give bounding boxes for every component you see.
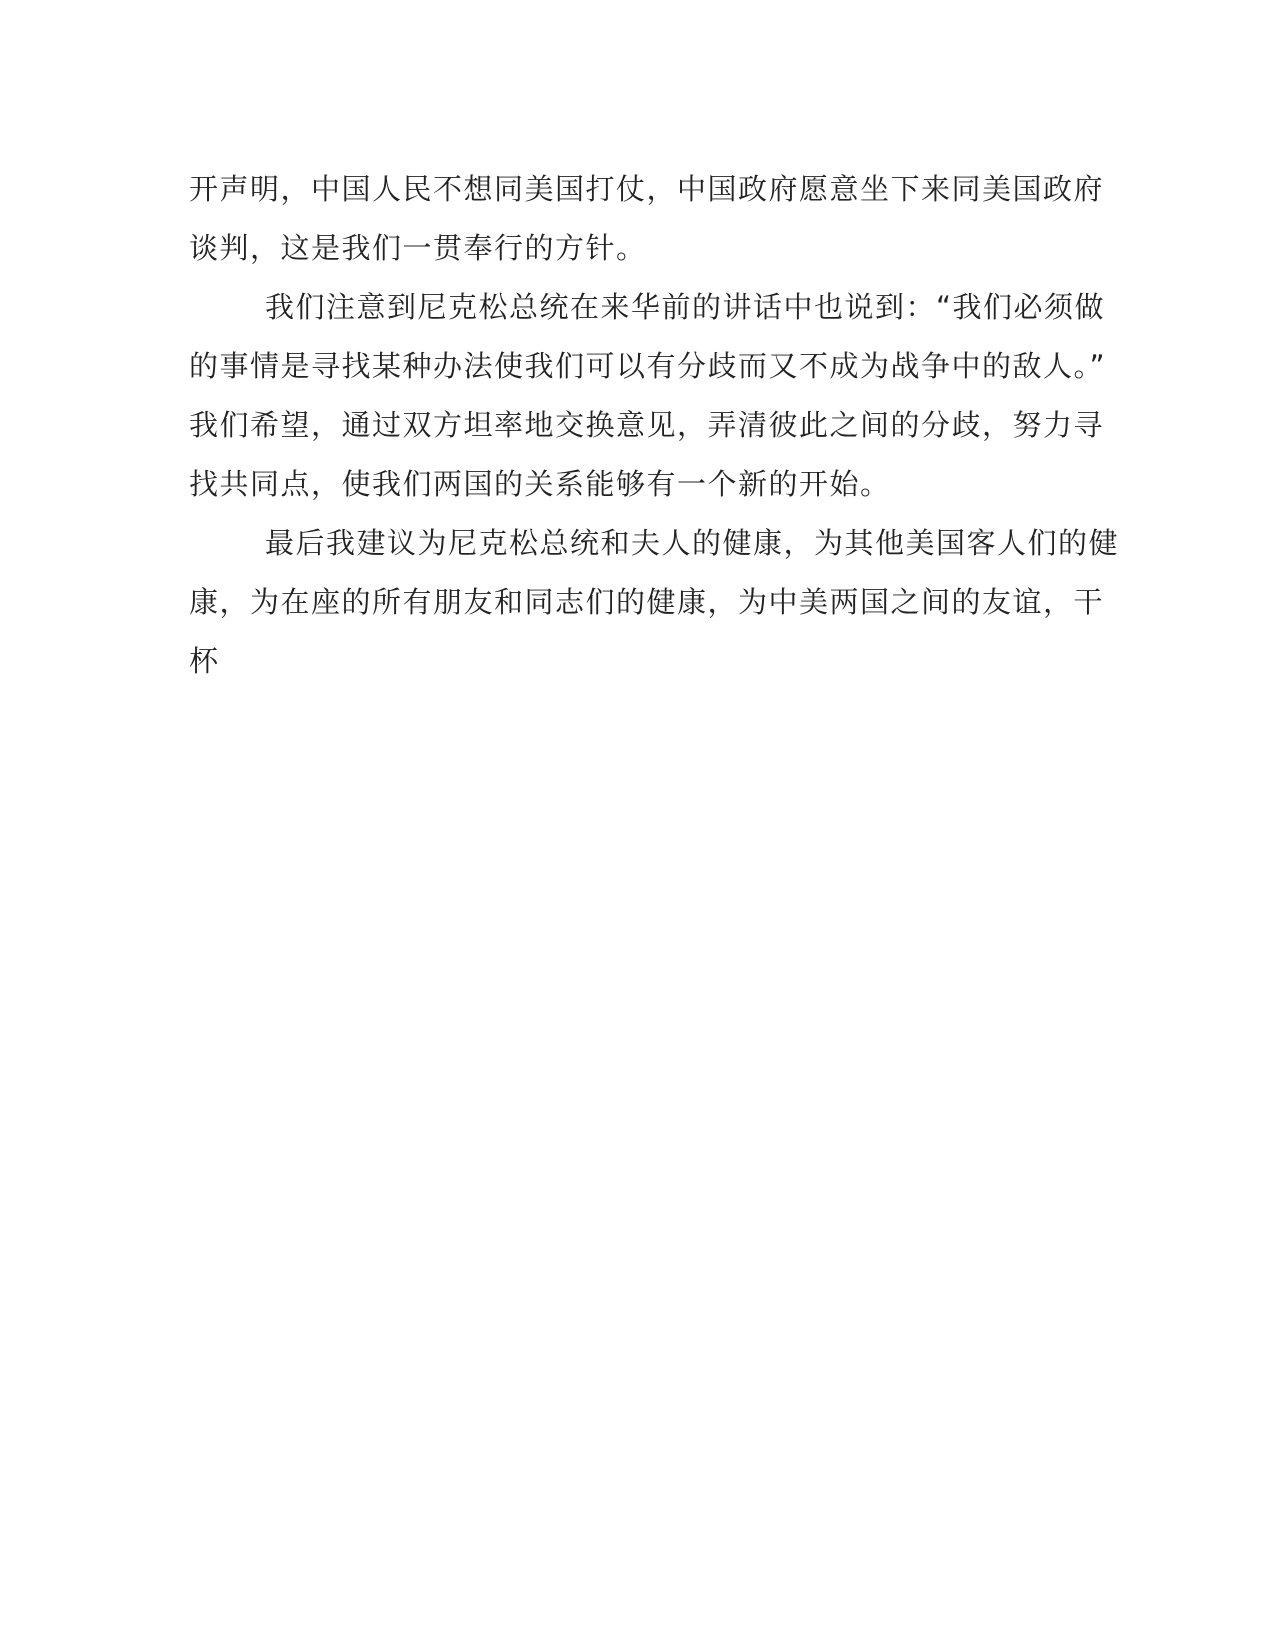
- text-line-8: 康，为在座的所有朋友和同志们的健康，为中美两国之间的友谊，干: [189, 585, 1105, 619]
- document-body: [189, 160, 1120, 691]
- text-line-5: 我们希望，通过双方坦率地交换意见，弄清彼此之间的分歧，努力寻: [189, 408, 1105, 442]
- text-line-9: 杯: [189, 644, 220, 678]
- text-line-6: 找共同点，使我们两国的关系能够有一个新的开始。: [189, 467, 891, 501]
- text-line-1: 开声明，中国人民不想同美国打仗，中国政府愿意坐下来同美国政府: [189, 172, 1105, 206]
- text-line-3: 我们注意到尼克松总统在来华前的讲话中也说到：“我们必须做: [265, 290, 1106, 324]
- text-line-7: 最后我建议为尼克松总统和夫人的健康，为其他美国客人们的健: [265, 526, 1120, 560]
- text-line-2: 谈判，这是我们一贯奉行的方针。: [189, 231, 647, 265]
- text-line-4: 的事情是寻找某种办法使我们可以有分歧而又不成为战争中的敌人。”: [189, 349, 1107, 383]
